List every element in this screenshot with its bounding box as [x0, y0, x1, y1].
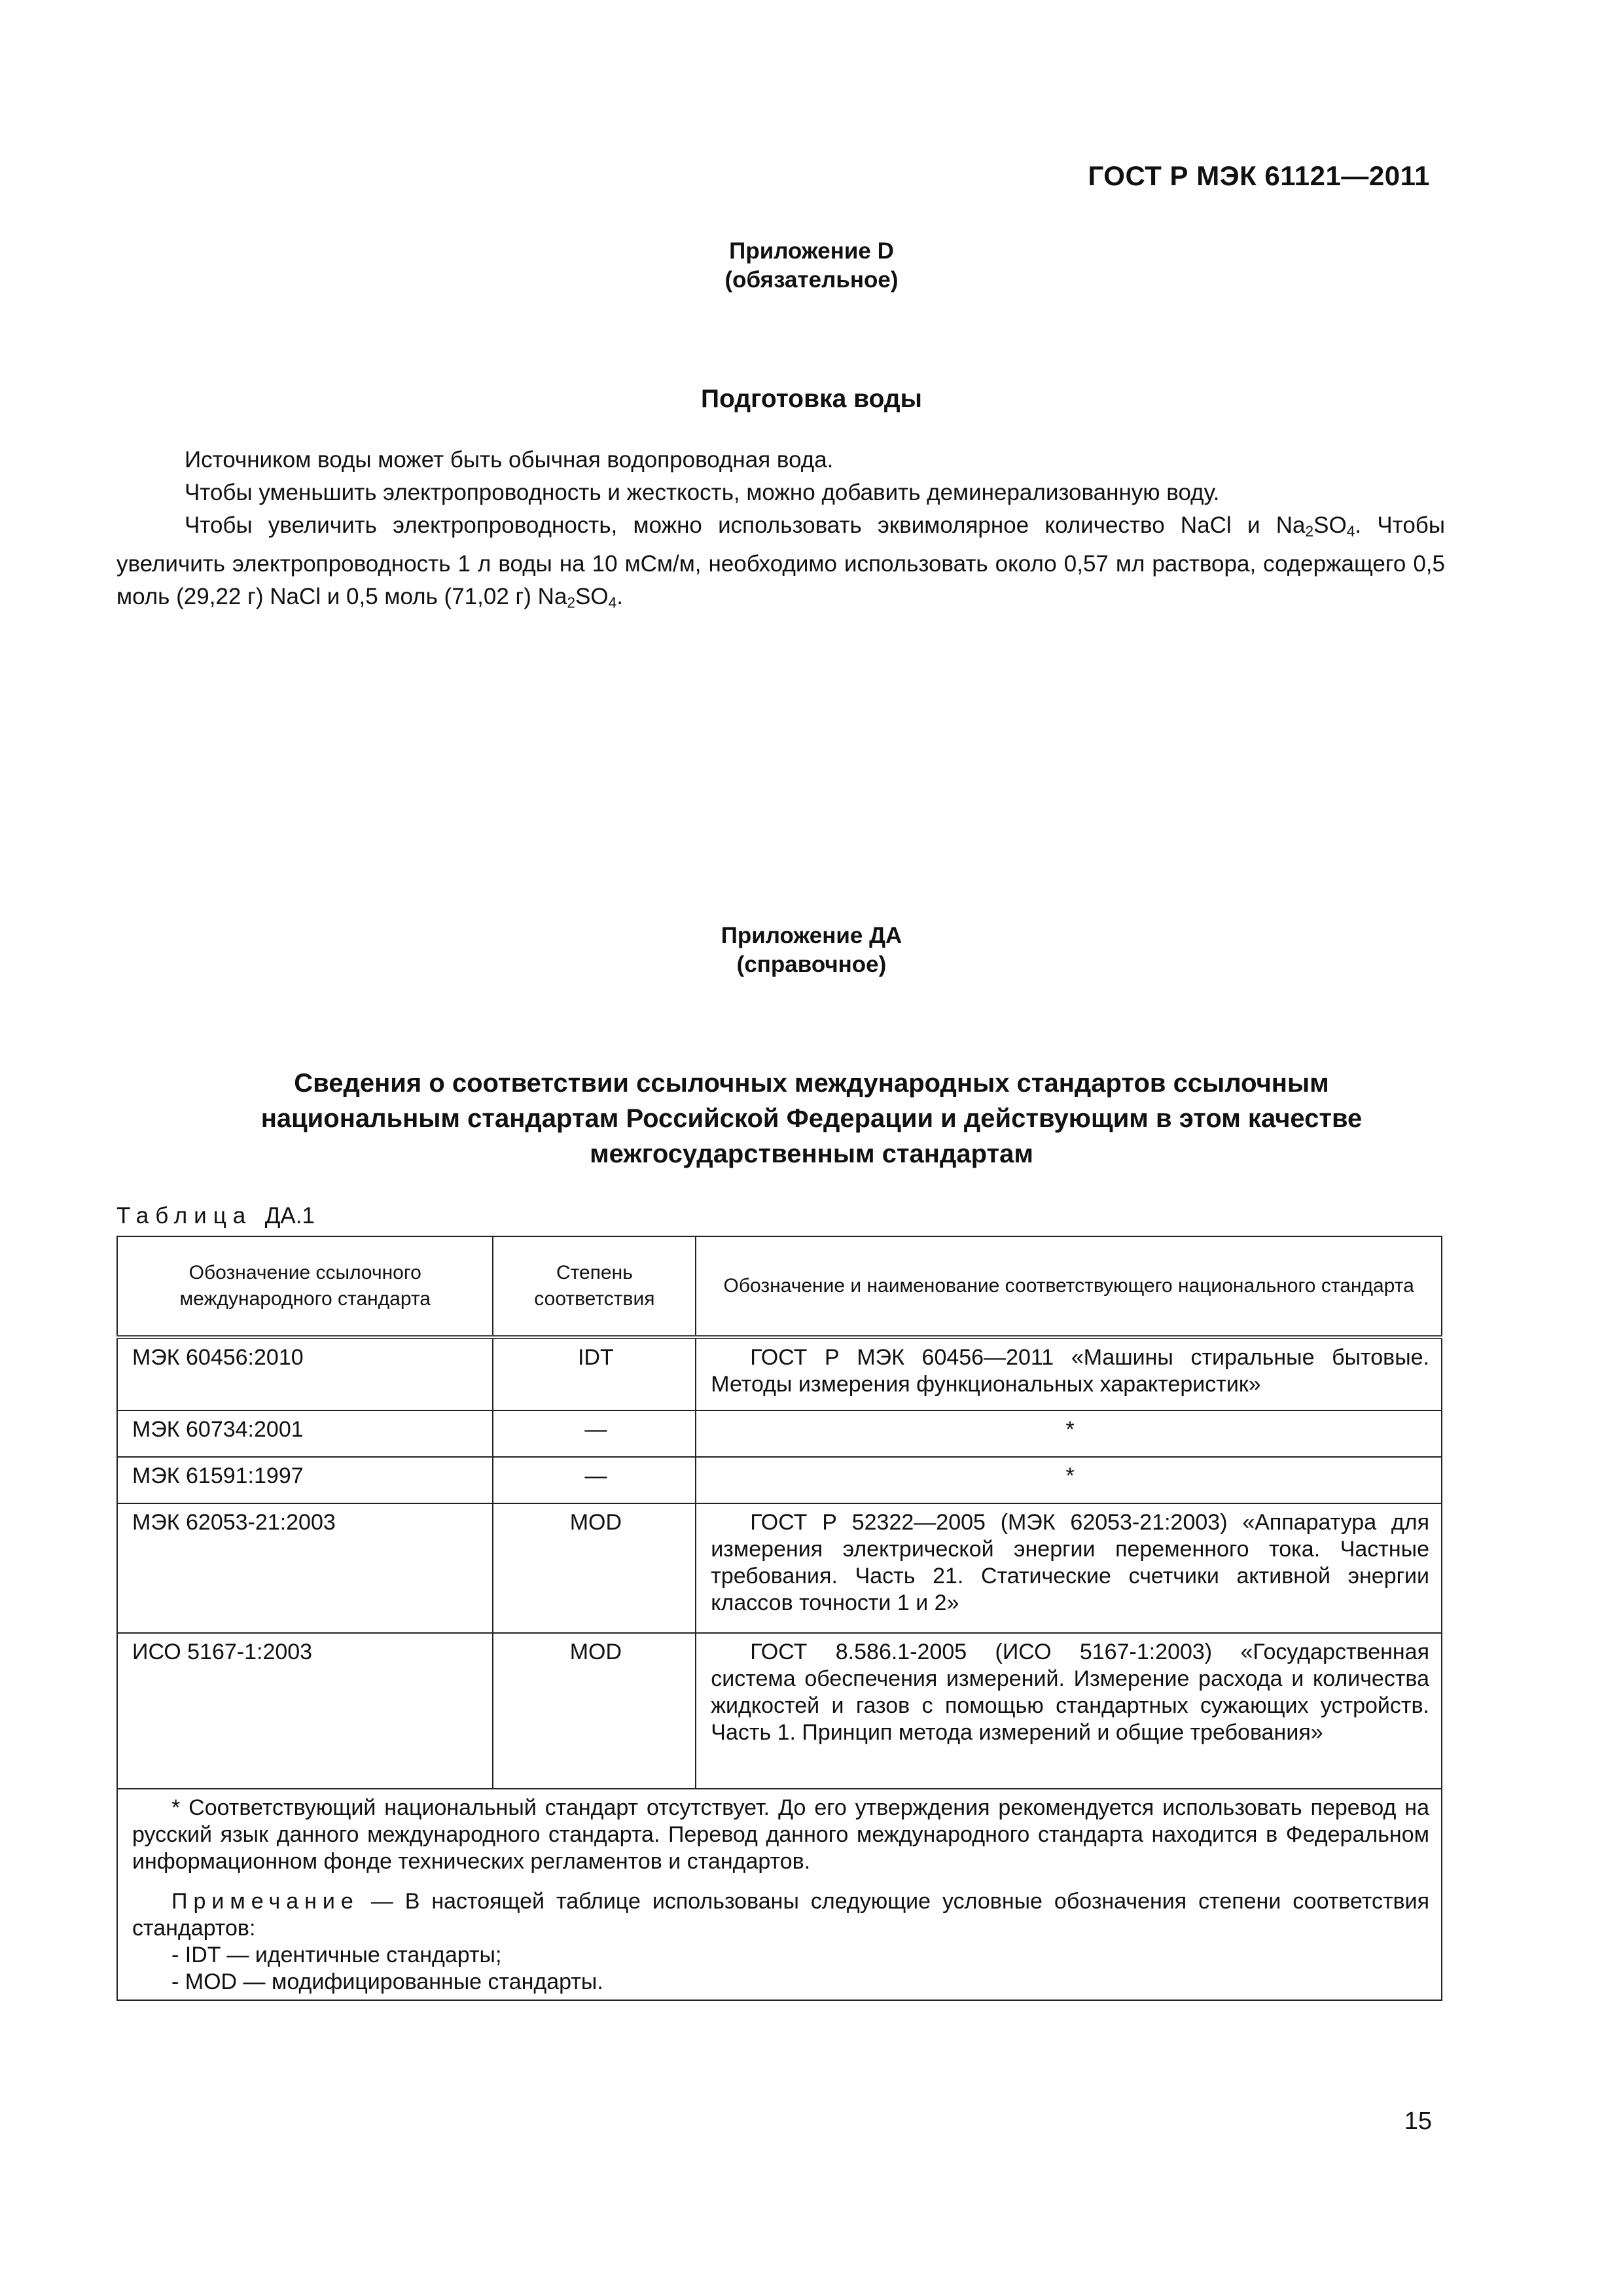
note-list-item: - IDT — идентичные стандарты; — [171, 1943, 502, 1967]
standards-table — [116, 1236, 1442, 2001]
annex-d-label: Приложение D — [729, 238, 894, 264]
column-header: Степень соответствия — [493, 1236, 696, 1337]
intl-standard-cell: МЭК 60456:2010 — [117, 1337, 493, 1410]
annex-d-body — [116, 444, 1445, 619]
annex-d-paragraph: Чтобы уменьшить электропроводность и жесткость, можно добавить деминерализованную воду. — [185, 480, 1220, 505]
national-standard-cell: ГОСТ 8.586.1-2005 (ИСО 5167-1:2003) «Государственная система обеспечения измерений. Измерение расхода и количества жидкостей и газов с помощью стандартных сужающих устройств. Часть 1. Принцип метода измерений и общие требования» — [696, 1633, 1442, 1789]
degree-cell: MOD — [493, 1503, 696, 1633]
intl-standard-cell: МЭК 61591:1997 — [117, 1457, 493, 1503]
annex-da-label: Приложение ДА — [721, 923, 902, 948]
note-list-item: - MOD — модифицированные стандарты. — [171, 1969, 603, 1994]
annex-d-paragraph: Чтобы увеличить электропроводность, можно использовать эквимолярное количество NaCl и $Na_2SO_4$. Чтобы увеличить электропроводность 1 л воды на 10 мСм/м, необходимо использовать около 0,57 мл раствора, содержащего 0,5 моль (29,22 г) NaCl и 0,5 моль (71,02 г) $Na_2SO_4$. — [116, 512, 1445, 611]
table-footer-row — [117, 1789, 1442, 2000]
footnote: * Соответствующий национальный стандарт отсутствует. До его утверждения рекомендуется использовать перевод на русский язык данного международного стандарта. Перевод данного международного стандарта находится в Федеральном информационном фонде технических регламентов и стандартов. — [132, 1795, 1429, 1874]
degree-cell: MOD — [493, 1633, 696, 1789]
column-header: Обозначение ссылочного международного стандарта — [117, 1236, 493, 1337]
table-notes — [117, 1789, 1442, 2000]
table-row — [117, 1633, 1442, 1789]
annex-da-status: (справочное) — [736, 952, 887, 977]
degree-cell: — — [493, 1410, 696, 1457]
intl-standard-cell: МЭК 60734:2001 — [117, 1410, 493, 1457]
table-row — [117, 1410, 1442, 1457]
national-standard-cell: * — [696, 1457, 1442, 1503]
table-row — [117, 1337, 1442, 1410]
table-row — [117, 1503, 1442, 1633]
table-row — [117, 1457, 1442, 1503]
national-standard-cell: * — [696, 1410, 1442, 1457]
document-id: ГОСТ Р МЭК 61121—2011 — [1088, 160, 1430, 191]
intl-standard-cell: МЭК 62053-21:2003 — [117, 1503, 493, 1633]
table-header-row — [117, 1236, 1442, 1337]
note: Примечание — В настоящей таблице использованы следующие условные обозначения степени соответствия стандартов: — [132, 1889, 1429, 1941]
intl-standard-cell: ИСО 5167-1:2003 — [117, 1633, 493, 1789]
column-header: Обозначение и наименование соответствующего национального стандарта — [696, 1236, 1442, 1337]
degree-cell: — — [493, 1457, 696, 1503]
annex-d-paragraph: Источником воды может быть обычная водопроводная вода. — [185, 447, 834, 473]
annex-d-status: (обязательное) — [724, 267, 899, 293]
annex-da-title: Сведения о соответствии ссылочных международных стандартов ссылочным национальным стандартам Российской Федерации и действующим в этом качестве межгосударственным стандартам — [260, 1069, 1363, 1168]
annex-d-title: Подготовка воды — [701, 385, 922, 413]
degree-cell: IDT — [493, 1337, 696, 1410]
table-label: Таблица ДА.1 — [116, 1203, 315, 1229]
national-standard-cell: ГОСТ Р МЭК 60456—2011 «Машины стиральные бытовые. Методы измерения функциональных характеристик» — [696, 1337, 1442, 1410]
national-standard-cell: ГОСТ Р 52322—2005 (МЭК 62053-21:2003) «Аппаратура для измерения электрической энергии переменного тока. Частные требования. Часть 21. Статические счетчики активной энергии классов точности 1 и 2» — [696, 1503, 1442, 1633]
page-number: 15 — [1404, 2108, 1432, 2135]
